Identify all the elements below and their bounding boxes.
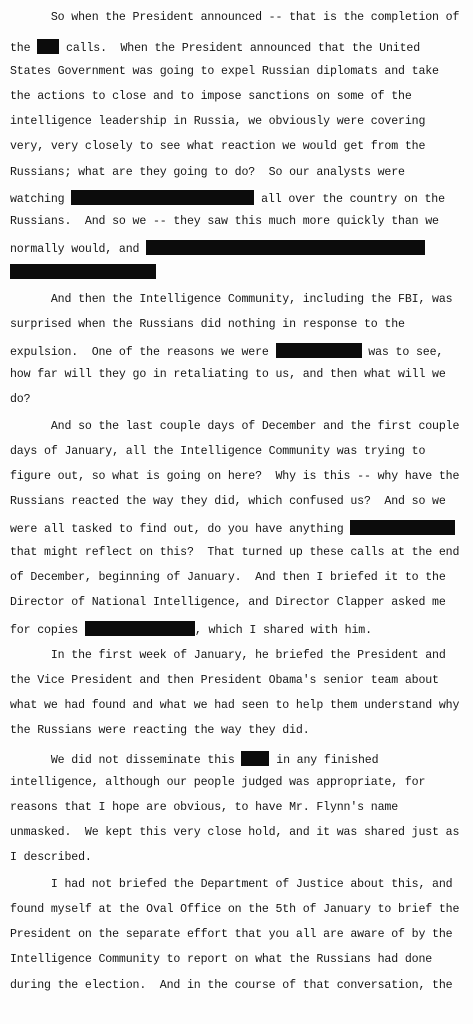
text-line [10, 264, 156, 278]
text-line: found myself at the Oval Office on the 5th of January to brief the [10, 903, 460, 916]
text-line: days of January, all the Intelligence Community was trying to [10, 445, 426, 458]
redaction-bar [276, 343, 362, 358]
text-line [10, 621, 372, 635]
text-line: surprised when the Russians did nothing in response to the [10, 318, 405, 331]
text-segment: were all tasked to find out, do you have anything [10, 523, 351, 536]
text-line: unmasked. We kept this very close hold, and it was shared just as [10, 826, 460, 839]
text-line: So when the President announced -- that is the completion of [10, 11, 460, 24]
text-line [10, 240, 425, 254]
text-line: of December, beginning of January. And then I briefed it to the [10, 571, 446, 584]
text-line: how far will they go in retaliating to us, and then what will we [10, 368, 446, 381]
text-line [10, 751, 378, 765]
text-line: figure out, so what is going on here? Why is this -- why have the [10, 470, 460, 483]
text-line [10, 190, 445, 204]
redaction-bar [146, 240, 425, 255]
text-line: I described. [10, 851, 92, 864]
text-line: In the first week of January, he briefed the President and [10, 649, 446, 662]
text-line: I had not briefed the Department of Justice about this, and [10, 878, 453, 891]
text-line: reasons that I hope are obvious, to have Mr. Flynn's name [10, 801, 399, 814]
text-line [10, 39, 420, 53]
text-line: do? [10, 393, 31, 406]
text-line: And so the last couple days of December and the first couple [10, 420, 460, 433]
redaction-bar [241, 751, 269, 766]
redaction-bar [10, 264, 156, 279]
redaction-bar [37, 39, 59, 54]
text-segment: in any finished [269, 754, 379, 767]
text-line: Director of National Intelligence, and Director Clapper asked me [10, 596, 446, 609]
text-line: the Vice President and then President Obama's senior team about [10, 674, 439, 687]
redaction-bar [350, 520, 455, 535]
text-segment: the [10, 42, 38, 55]
text-segment: We did not disseminate this [10, 754, 242, 767]
text-line: President on the separate effort that you all are aware of by the [10, 928, 453, 941]
text-segment: was to see, [361, 346, 444, 359]
redaction-bar [71, 190, 254, 205]
text-segment: expulsion. One of the reasons we were [10, 346, 276, 359]
text-line: Intelligence Community to report on what the Russians had done [10, 953, 433, 966]
text-segment: calls. When the President announced that the United [59, 42, 421, 55]
text-line: very, very closely to see what reaction we would get from the [10, 140, 426, 153]
text-segment: for copies [10, 624, 85, 637]
text-line: And then the Intelligence Community, including the FBI, was [10, 293, 453, 306]
text-line: States Government was going to expel Russian diplomats and take [10, 65, 439, 78]
text-segment: , which I shared with him. [194, 624, 372, 637]
text-segment: watching [10, 193, 72, 206]
text-segment: normally would, and [10, 243, 147, 256]
text-line: the actions to close and to impose sanctions on some of the [10, 90, 412, 103]
text-line: Russians. And so we -- they saw this much more quickly than we [10, 215, 439, 228]
text-line: what we had found and what we had seen to help them understand why [10, 699, 460, 712]
text-line [10, 520, 455, 534]
text-segment: all over the country on the [254, 193, 445, 206]
text-line: the Russians were reacting the way they did. [10, 724, 310, 737]
text-line: during the election. And in the course of that conversation, the [10, 979, 453, 992]
text-line: intelligence, although our people judged was appropriate, for [10, 776, 426, 789]
text-line [10, 343, 443, 357]
text-line: Russians reacted the way they did, which confused us? And so we [10, 495, 446, 508]
text-line: intelligence leadership in Russia, we obviously were covering [10, 115, 426, 128]
text-line: Russians; what are they going to do? So our analysts were [10, 166, 405, 179]
redaction-bar [85, 621, 195, 636]
text-line: that might reflect on this? That turned up these calls at the end [10, 546, 460, 559]
